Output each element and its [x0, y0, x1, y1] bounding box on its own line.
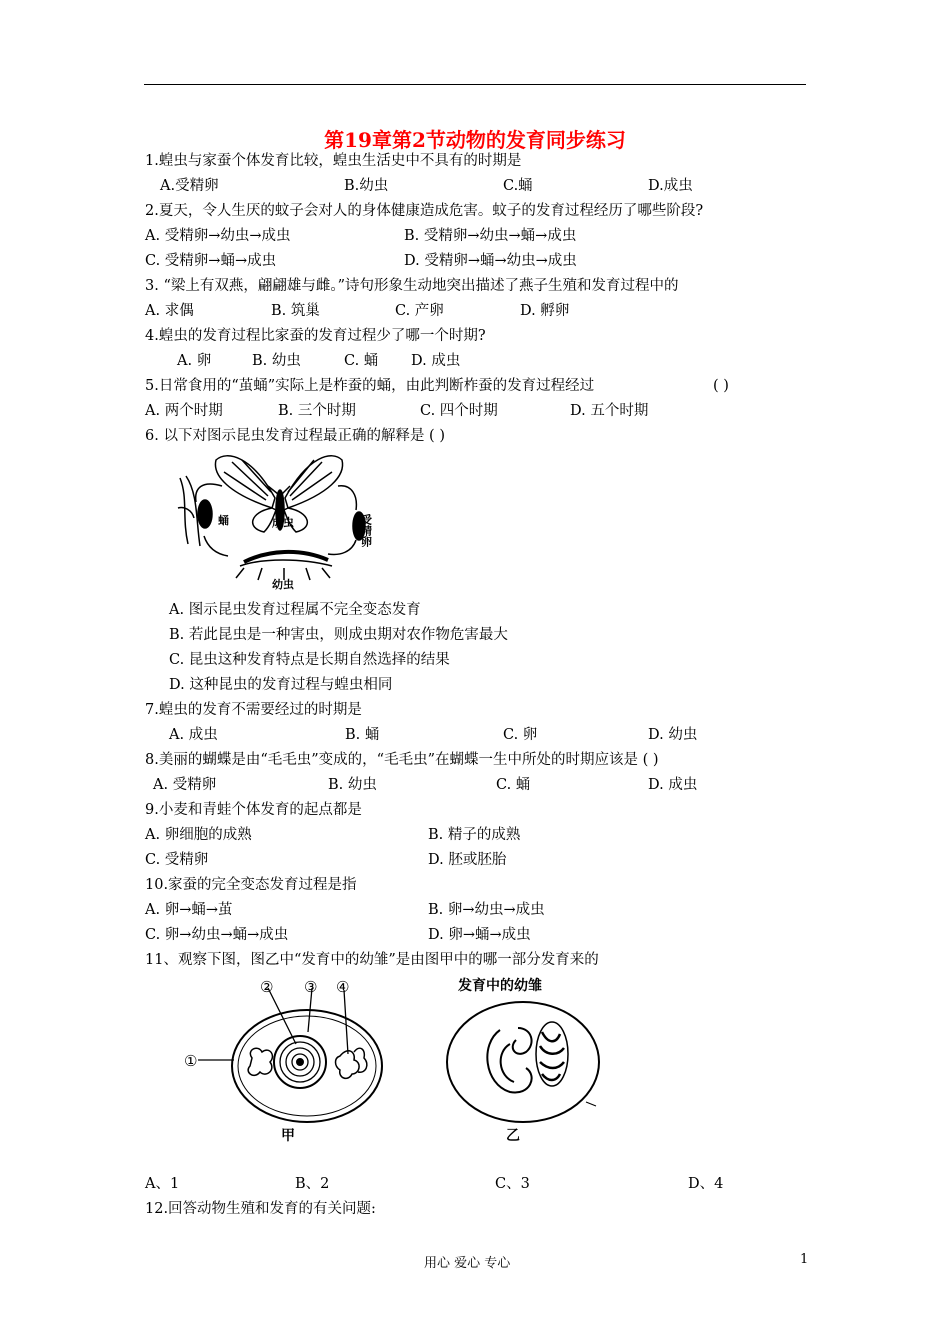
- label-yi: 乙: [506, 1128, 520, 1144]
- q4-stem: 4.蝗虫的发育过程比家蚕的发育过程少了哪一个时期?: [145, 328, 486, 344]
- q3-option-d: D. 孵卵: [520, 303, 570, 319]
- q9-option-b: B. 精子的成熟: [428, 827, 521, 843]
- q6-option-c: C. 昆虫这种发育特点是长期自然选择的结果: [169, 652, 450, 668]
- header-rule: [144, 84, 806, 85]
- q9-option-d: D. 胚或胚胎: [428, 852, 507, 868]
- q4-option-d: D. 成虫: [411, 353, 461, 369]
- q1-option-d: D.成虫: [648, 178, 693, 194]
- q9-option-a: A. 卵细胞的成熟: [145, 827, 252, 843]
- q8-stem: 8.美丽的蝴蝶是由“毛毛虫”变成的，“毛毛虫”在蝴蝶一生中所处的时期应该是 ( ): [145, 752, 659, 768]
- q11-stem: 11、观察下图，图乙中“发育中的幼雏”是由图甲中的哪一部分发育来的: [145, 952, 599, 968]
- q1-stem: 1.蝗虫与家蚕个体发育比较，蝗虫生活史中不具有的时期是: [145, 153, 522, 169]
- q1-option-c: C.蛹: [503, 178, 533, 194]
- q6-option-b: B. 若此昆虫是一种害虫，则成虫期对农作物危害最大: [169, 627, 508, 643]
- q10-stem: 10.家蚕的完全变态发育过程是指: [145, 877, 357, 893]
- q3-option-a: A. 求偶: [145, 303, 194, 319]
- q3-option-b: B. 筑巢: [271, 303, 320, 319]
- q9-stem: 9.小麦和青蛙个体发育的起点都是: [145, 802, 362, 818]
- q5-answer-paren: ( ): [713, 378, 729, 394]
- q2-stem: 2.夏天，令人生厌的蚊子会对人的身体健康造成危害。蚊子的发育过程经历了哪些阶段?: [145, 203, 704, 219]
- q7-option-d: D. 幼虫: [648, 727, 698, 743]
- q5-stem: 5.日常食用的“茧蛹”实际上是柞蚕的蛹，由此判断柞蚕的发育过程经过: [145, 378, 595, 394]
- footer-motto: 用心 爱心 专心: [424, 1256, 511, 1271]
- q11-option-c: C、3: [495, 1176, 530, 1192]
- q6-option-a: A. 图示昆虫发育过程属不完全变态发育: [169, 602, 421, 618]
- q5-option-b: B. 三个时期: [278, 403, 356, 419]
- marker-1: ①: [184, 1052, 198, 1070]
- q5-option-a: A. 两个时期: [145, 403, 223, 419]
- q8-option-c: C. 蛹: [496, 777, 531, 793]
- q12-stem: 12.回答动物生殖和发育的有关问题:: [145, 1201, 376, 1217]
- q1-option-a: A.受精卵: [160, 178, 219, 194]
- marker-3: ③: [304, 978, 318, 996]
- q2-option-c: C. 受精卵→蛹→成虫: [145, 253, 277, 269]
- q11-option-a: A、1: [145, 1176, 180, 1192]
- q11-option-b: B、2: [295, 1176, 330, 1192]
- q2-option-b: B. 受精卵→幼虫→蛹→成虫: [404, 228, 577, 244]
- label-egg: 受精卵: [359, 514, 373, 547]
- label-jia: 甲: [281, 1128, 295, 1144]
- q9-option-c: C. 受精卵: [145, 852, 209, 868]
- page-title: 第19章第2节动物的发育同步练习: [324, 128, 626, 152]
- q3-stem: 3. “梁上有双燕，翩翩雄与雌。”诗句形象生动地突出描述了燕子生殖和发育过程中的: [145, 278, 679, 294]
- q7-option-a: A. 成虫: [169, 727, 218, 743]
- q8-option-d: D. 成虫: [648, 777, 698, 793]
- q2-option-a: A. 受精卵→幼虫→成虫: [145, 228, 291, 244]
- q4-option-a: A. 卵: [177, 353, 212, 369]
- q4-option-b: B. 幼虫: [252, 353, 301, 369]
- q7-option-b: B. 蛹: [345, 727, 380, 743]
- q7-stem: 7.蝗虫的发育不需要经过的时期是: [145, 702, 362, 718]
- q10-option-d: D. 卵→蛹→成虫: [428, 927, 531, 943]
- q3-option-c: C. 产卵: [395, 303, 444, 319]
- q7-option-c: C. 卵: [503, 727, 538, 743]
- q5-option-d: D. 五个时期: [570, 403, 649, 419]
- q11-option-d: D、4: [688, 1176, 724, 1192]
- label-adult: 成虫: [272, 516, 294, 529]
- q8-option-a: A. 受精卵: [153, 777, 217, 793]
- insect-lifecycle-figure: [172, 448, 384, 592]
- q5-option-c: C. 四个时期: [420, 403, 498, 419]
- q10-option-c: C. 卵→幼虫→蛹→成虫: [145, 927, 289, 943]
- q4-option-c: C. 蛹: [344, 353, 379, 369]
- q8-option-b: B. 幼虫: [328, 777, 377, 793]
- q10-option-a: A. 卵→蛹→茧: [145, 902, 233, 918]
- label-larva: 幼虫: [272, 578, 294, 591]
- marker-4: ④: [336, 978, 350, 996]
- q6-option-d: D. 这种昆虫的发育过程与蝗虫相同: [169, 677, 393, 693]
- label-pupa: 蛹: [218, 514, 229, 527]
- q2-option-d: D. 受精卵→蛹→幼虫→成虫: [404, 253, 577, 269]
- label-developing-chick: 发育中的幼雏: [458, 978, 542, 994]
- page-number: 1: [800, 1252, 809, 1267]
- egg-structure-figure: [180, 974, 620, 1150]
- q1-option-b: B.幼虫: [344, 178, 389, 194]
- q10-option-b: B. 卵→幼虫→成虫: [428, 902, 545, 918]
- marker-2: ②: [260, 978, 274, 996]
- q6-stem: 6. 以下对图示昆虫发育过程最正确的解释是 ( ): [145, 428, 445, 444]
